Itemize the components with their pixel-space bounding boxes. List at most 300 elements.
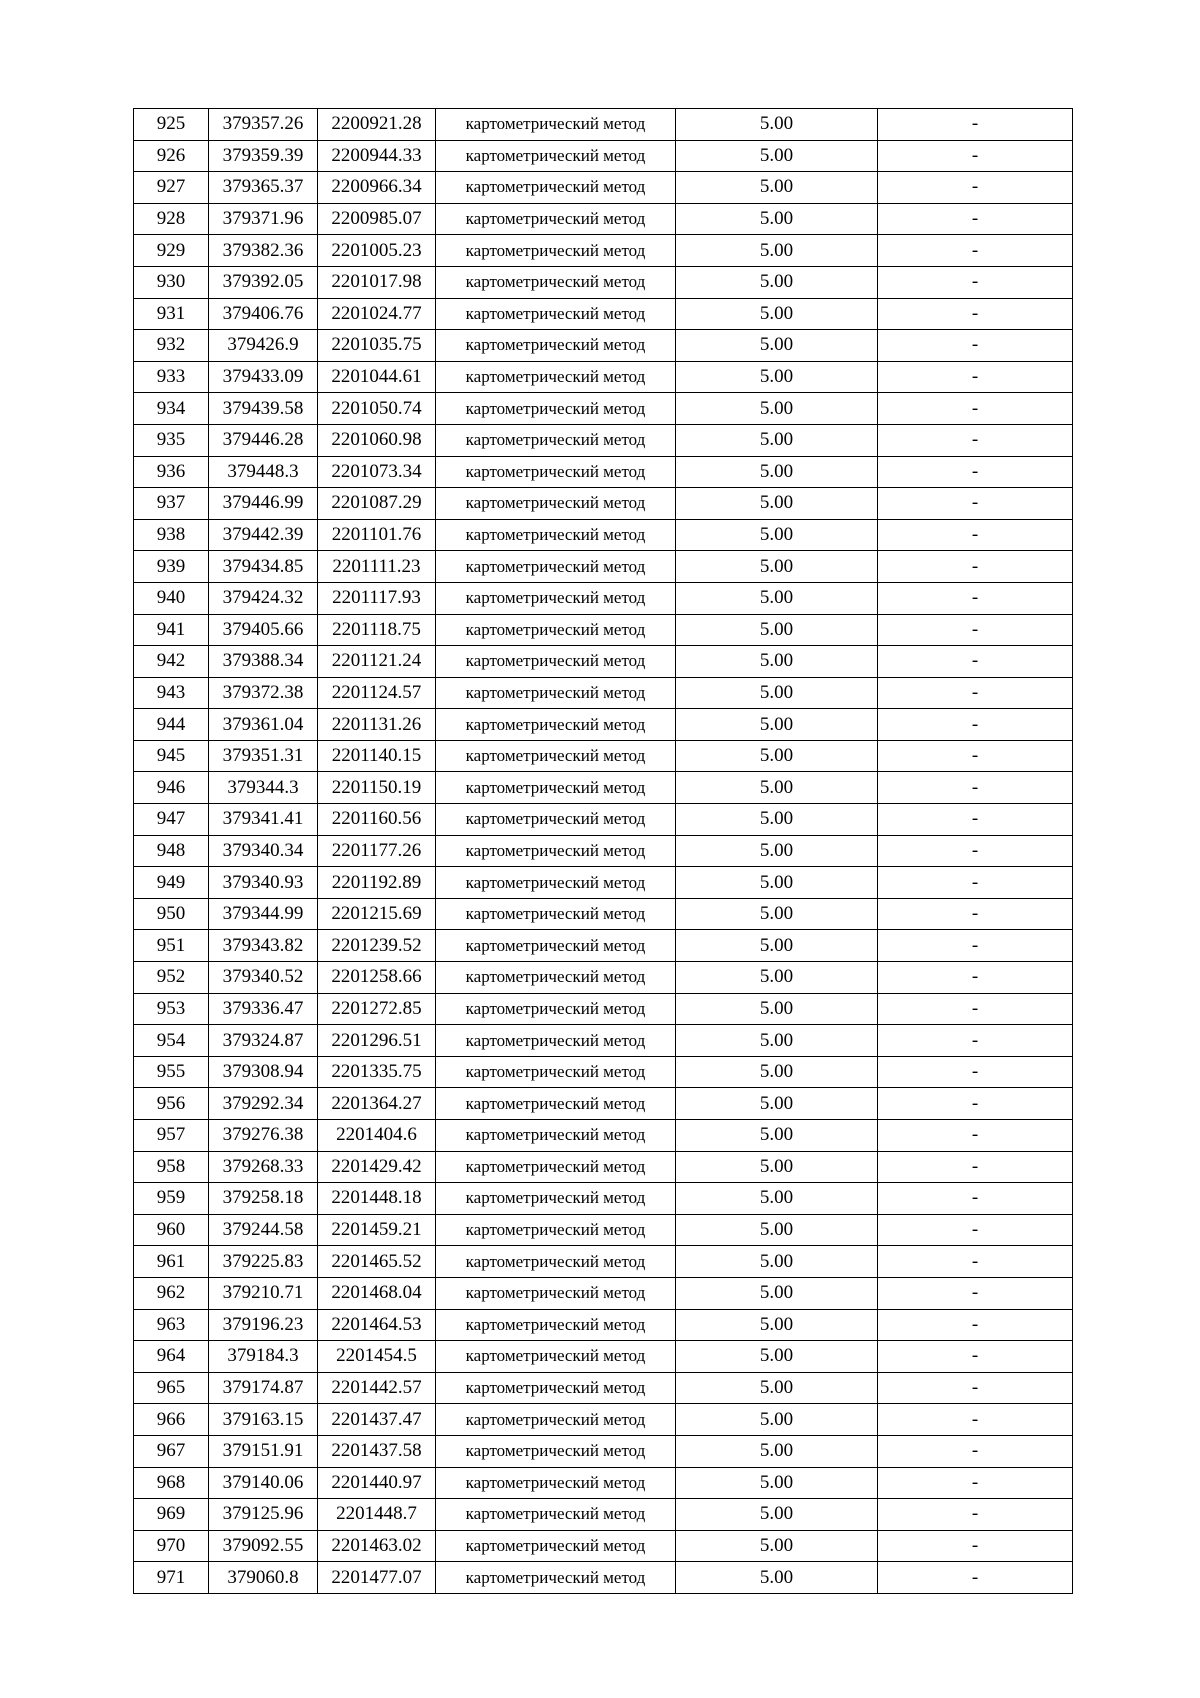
accuracy-cell: 5.00	[676, 1183, 878, 1215]
y-coordinate-cell: 2201121.24	[318, 646, 436, 678]
method-cell: картометрический метод	[436, 393, 676, 425]
x-coordinate-cell: 379405.66	[209, 614, 318, 646]
y-coordinate-cell: 2200921.28	[318, 109, 436, 141]
accuracy-cell: 5.00	[676, 1435, 878, 1467]
table-row	[134, 1404, 1073, 1436]
table-row	[134, 393, 1073, 425]
accuracy-cell: 5.00	[676, 709, 878, 741]
table-row	[134, 1309, 1073, 1341]
table-row	[134, 1530, 1073, 1562]
point-number-cell: 937	[134, 488, 209, 520]
method-cell: картометрический метод	[436, 109, 676, 141]
note-cell: -	[878, 298, 1073, 330]
point-number-cell: 966	[134, 1404, 209, 1436]
y-coordinate-cell: 2201442.57	[318, 1372, 436, 1404]
accuracy-cell: 5.00	[676, 1530, 878, 1562]
accuracy-cell: 5.00	[676, 1056, 878, 1088]
point-number-cell: 964	[134, 1341, 209, 1373]
method-cell: картометрический метод	[436, 614, 676, 646]
note-cell: -	[878, 1088, 1073, 1120]
y-coordinate-cell: 2201296.51	[318, 1025, 436, 1057]
table-row	[134, 1183, 1073, 1215]
y-coordinate-cell: 2201140.15	[318, 740, 436, 772]
y-coordinate-cell: 2201477.07	[318, 1562, 436, 1594]
table-row	[134, 203, 1073, 235]
table-row	[134, 582, 1073, 614]
note-cell: -	[878, 1277, 1073, 1309]
method-cell: картометрический метод	[436, 1341, 676, 1373]
method-cell: картометрический метод	[436, 582, 676, 614]
accuracy-cell: 5.00	[676, 361, 878, 393]
method-cell: картометрический метод	[436, 1277, 676, 1309]
accuracy-cell: 5.00	[676, 172, 878, 204]
table-row	[134, 962, 1073, 994]
y-coordinate-cell: 2201150.19	[318, 772, 436, 804]
method-cell: картометрический метод	[436, 709, 676, 741]
x-coordinate-cell: 379426.9	[209, 330, 318, 362]
x-coordinate-cell: 379225.83	[209, 1246, 318, 1278]
table-row	[134, 1120, 1073, 1152]
table-row	[134, 298, 1073, 330]
accuracy-cell: 5.00	[676, 1025, 878, 1057]
x-coordinate-cell: 379439.58	[209, 393, 318, 425]
note-cell: -	[878, 1341, 1073, 1373]
table-row	[134, 1499, 1073, 1531]
x-coordinate-cell: 379060.8	[209, 1562, 318, 1594]
note-cell: -	[878, 1530, 1073, 1562]
point-number-cell: 965	[134, 1372, 209, 1404]
table-row	[134, 1277, 1073, 1309]
x-coordinate-cell: 379434.85	[209, 551, 318, 583]
note-cell: -	[878, 772, 1073, 804]
method-cell: картометрический метод	[436, 519, 676, 551]
point-number-cell: 971	[134, 1562, 209, 1594]
accuracy-cell: 5.00	[676, 1088, 878, 1120]
table-row	[134, 1025, 1073, 1057]
table-row	[134, 898, 1073, 930]
accuracy-cell: 5.00	[676, 740, 878, 772]
method-cell: картометрический метод	[436, 772, 676, 804]
table-row	[134, 519, 1073, 551]
point-number-cell: 930	[134, 266, 209, 298]
note-cell: -	[878, 582, 1073, 614]
table-row	[134, 646, 1073, 678]
accuracy-cell: 5.00	[676, 424, 878, 456]
method-cell: картометрический метод	[436, 804, 676, 836]
y-coordinate-cell: 2201464.53	[318, 1309, 436, 1341]
point-number-cell: 933	[134, 361, 209, 393]
x-coordinate-cell: 379151.91	[209, 1435, 318, 1467]
y-coordinate-cell: 2201073.34	[318, 456, 436, 488]
table-row	[134, 772, 1073, 804]
point-number-cell: 963	[134, 1309, 209, 1341]
table-row	[134, 1372, 1073, 1404]
accuracy-cell: 5.00	[676, 1120, 878, 1152]
y-coordinate-cell: 2201468.04	[318, 1277, 436, 1309]
table-row	[134, 614, 1073, 646]
point-number-cell: 961	[134, 1246, 209, 1278]
note-cell: -	[878, 1025, 1073, 1057]
point-number-cell: 942	[134, 646, 209, 678]
method-cell: картометрический метод	[436, 646, 676, 678]
note-cell: -	[878, 1183, 1073, 1215]
method-cell: картометрический метод	[436, 1151, 676, 1183]
y-coordinate-cell: 2200985.07	[318, 203, 436, 235]
x-coordinate-cell: 379292.34	[209, 1088, 318, 1120]
point-number-cell: 946	[134, 772, 209, 804]
note-cell: -	[878, 898, 1073, 930]
accuracy-cell: 5.00	[676, 330, 878, 362]
y-coordinate-cell: 2201437.58	[318, 1435, 436, 1467]
note-cell: -	[878, 1467, 1073, 1499]
point-number-cell: 941	[134, 614, 209, 646]
x-coordinate-cell: 379276.38	[209, 1120, 318, 1152]
point-number-cell: 967	[134, 1435, 209, 1467]
y-coordinate-cell: 2201160.56	[318, 804, 436, 836]
y-coordinate-cell: 2201258.66	[318, 962, 436, 994]
method-cell: картометрический метод	[436, 140, 676, 172]
method-cell: картометрический метод	[436, 424, 676, 456]
table-row	[134, 235, 1073, 267]
note-cell: -	[878, 709, 1073, 741]
y-coordinate-cell: 2201459.21	[318, 1214, 436, 1246]
method-cell: картометрический метод	[436, 551, 676, 583]
x-coordinate-cell: 379446.99	[209, 488, 318, 520]
note-cell: -	[878, 646, 1073, 678]
note-cell: -	[878, 361, 1073, 393]
point-number-cell: 939	[134, 551, 209, 583]
note-cell: -	[878, 424, 1073, 456]
point-number-cell: 949	[134, 867, 209, 899]
method-cell: картометрический метод	[436, 172, 676, 204]
accuracy-cell: 5.00	[676, 203, 878, 235]
method-cell: картометрический метод	[436, 1088, 676, 1120]
accuracy-cell: 5.00	[676, 1562, 878, 1594]
table-row	[134, 740, 1073, 772]
method-cell: картометрический метод	[436, 330, 676, 362]
point-number-cell: 943	[134, 677, 209, 709]
table-row	[134, 677, 1073, 709]
note-cell: -	[878, 867, 1073, 899]
point-number-cell: 959	[134, 1183, 209, 1215]
method-cell: картометрический метод	[436, 203, 676, 235]
note-cell: -	[878, 962, 1073, 994]
table-row	[134, 993, 1073, 1025]
accuracy-cell: 5.00	[676, 1214, 878, 1246]
accuracy-cell: 5.00	[676, 488, 878, 520]
accuracy-cell: 5.00	[676, 614, 878, 646]
accuracy-cell: 5.00	[676, 1341, 878, 1373]
note-cell: -	[878, 1562, 1073, 1594]
note-cell: -	[878, 1151, 1073, 1183]
accuracy-cell: 5.00	[676, 930, 878, 962]
accuracy-cell: 5.00	[676, 298, 878, 330]
point-number-cell: 934	[134, 393, 209, 425]
point-number-cell: 950	[134, 898, 209, 930]
point-number-cell: 956	[134, 1088, 209, 1120]
y-coordinate-cell: 2201448.7	[318, 1499, 436, 1531]
method-cell: картометрический метод	[436, 1404, 676, 1436]
x-coordinate-cell: 379344.3	[209, 772, 318, 804]
method-cell: картометрический метод	[436, 962, 676, 994]
x-coordinate-cell: 379092.55	[209, 1530, 318, 1562]
note-cell: -	[878, 740, 1073, 772]
accuracy-cell: 5.00	[676, 266, 878, 298]
point-number-cell: 957	[134, 1120, 209, 1152]
table-row	[134, 266, 1073, 298]
method-cell: картометрический метод	[436, 1372, 676, 1404]
method-cell: картометрический метод	[436, 266, 676, 298]
accuracy-cell: 5.00	[676, 140, 878, 172]
y-coordinate-cell: 2200966.34	[318, 172, 436, 204]
method-cell: картометрический метод	[436, 361, 676, 393]
accuracy-cell: 5.00	[676, 235, 878, 267]
x-coordinate-cell: 379341.41	[209, 804, 318, 836]
note-cell: -	[878, 172, 1073, 204]
y-coordinate-cell: 2201239.52	[318, 930, 436, 962]
accuracy-cell: 5.00	[676, 835, 878, 867]
coordinates-table	[133, 108, 1073, 1594]
accuracy-cell: 5.00	[676, 1372, 878, 1404]
x-coordinate-cell: 379448.3	[209, 456, 318, 488]
method-cell: картометрический метод	[436, 298, 676, 330]
point-number-cell: 947	[134, 804, 209, 836]
y-coordinate-cell: 2201335.75	[318, 1056, 436, 1088]
table-row	[134, 930, 1073, 962]
table-row	[134, 1214, 1073, 1246]
y-coordinate-cell: 2200944.33	[318, 140, 436, 172]
table-row	[134, 551, 1073, 583]
y-coordinate-cell: 2201404.6	[318, 1120, 436, 1152]
x-coordinate-cell: 379442.39	[209, 519, 318, 551]
method-cell: картометрический метод	[436, 1214, 676, 1246]
method-cell: картометрический метод	[436, 456, 676, 488]
y-coordinate-cell: 2201044.61	[318, 361, 436, 393]
point-number-cell: 931	[134, 298, 209, 330]
y-coordinate-cell: 2201060.98	[318, 424, 436, 456]
x-coordinate-cell: 379196.23	[209, 1309, 318, 1341]
note-cell: -	[878, 1056, 1073, 1088]
x-coordinate-cell: 379340.52	[209, 962, 318, 994]
note-cell: -	[878, 1246, 1073, 1278]
method-cell: картометрический метод	[436, 1562, 676, 1594]
note-cell: -	[878, 1309, 1073, 1341]
x-coordinate-cell: 379344.99	[209, 898, 318, 930]
table-row	[134, 361, 1073, 393]
method-cell: картометрический метод	[436, 235, 676, 267]
accuracy-cell: 5.00	[676, 1467, 878, 1499]
point-number-cell: 936	[134, 456, 209, 488]
method-cell: картометрический метод	[436, 1120, 676, 1152]
table-row	[134, 456, 1073, 488]
accuracy-cell: 5.00	[676, 1246, 878, 1278]
method-cell: картометрический метод	[436, 1246, 676, 1278]
point-number-cell: 935	[134, 424, 209, 456]
x-coordinate-cell: 379184.3	[209, 1341, 318, 1373]
accuracy-cell: 5.00	[676, 1404, 878, 1436]
table-row	[134, 1056, 1073, 1088]
method-cell: картометрический метод	[436, 1025, 676, 1057]
point-number-cell: 969	[134, 1499, 209, 1531]
method-cell: картометрический метод	[436, 930, 676, 962]
note-cell: -	[878, 235, 1073, 267]
y-coordinate-cell: 2201017.98	[318, 266, 436, 298]
table-row	[134, 1088, 1073, 1120]
method-cell: картометрический метод	[436, 1435, 676, 1467]
table-row	[134, 1151, 1073, 1183]
note-cell: -	[878, 930, 1073, 962]
note-cell: -	[878, 1214, 1073, 1246]
point-number-cell: 940	[134, 582, 209, 614]
point-number-cell: 960	[134, 1214, 209, 1246]
y-coordinate-cell: 2201272.85	[318, 993, 436, 1025]
table-row	[134, 835, 1073, 867]
table-row	[134, 488, 1073, 520]
table-row	[134, 109, 1073, 141]
point-number-cell: 955	[134, 1056, 209, 1088]
method-cell: картометрический метод	[436, 867, 676, 899]
x-coordinate-cell: 379163.15	[209, 1404, 318, 1436]
note-cell: -	[878, 488, 1073, 520]
x-coordinate-cell: 379308.94	[209, 1056, 318, 1088]
note-cell: -	[878, 614, 1073, 646]
table-row	[134, 330, 1073, 362]
accuracy-cell: 5.00	[676, 677, 878, 709]
point-number-cell: 929	[134, 235, 209, 267]
x-coordinate-cell: 379424.32	[209, 582, 318, 614]
note-cell: -	[878, 1120, 1073, 1152]
x-coordinate-cell: 379371.96	[209, 203, 318, 235]
method-cell: картометрический метод	[436, 1309, 676, 1341]
point-number-cell: 958	[134, 1151, 209, 1183]
note-cell: -	[878, 266, 1073, 298]
table-row	[134, 1435, 1073, 1467]
method-cell: картометрический метод	[436, 1499, 676, 1531]
accuracy-cell: 5.00	[676, 393, 878, 425]
point-number-cell: 927	[134, 172, 209, 204]
x-coordinate-cell: 379258.18	[209, 1183, 318, 1215]
coordinates-table-body	[134, 109, 1073, 1594]
table-row	[134, 709, 1073, 741]
method-cell: картометрический метод	[436, 1056, 676, 1088]
x-coordinate-cell: 379343.82	[209, 930, 318, 962]
x-coordinate-cell: 379359.39	[209, 140, 318, 172]
point-number-cell: 925	[134, 109, 209, 141]
point-number-cell: 952	[134, 962, 209, 994]
note-cell: -	[878, 109, 1073, 141]
x-coordinate-cell: 379357.26	[209, 109, 318, 141]
x-coordinate-cell: 379336.47	[209, 993, 318, 1025]
table-row	[134, 867, 1073, 899]
y-coordinate-cell: 2201124.57	[318, 677, 436, 709]
x-coordinate-cell: 379324.87	[209, 1025, 318, 1057]
point-number-cell: 962	[134, 1277, 209, 1309]
note-cell: -	[878, 519, 1073, 551]
accuracy-cell: 5.00	[676, 898, 878, 930]
method-cell: картометрический метод	[436, 740, 676, 772]
point-number-cell: 948	[134, 835, 209, 867]
method-cell: картометрический метод	[436, 993, 676, 1025]
note-cell: -	[878, 551, 1073, 583]
y-coordinate-cell: 2201050.74	[318, 393, 436, 425]
note-cell: -	[878, 1435, 1073, 1467]
note-cell: -	[878, 1404, 1073, 1436]
note-cell: -	[878, 393, 1073, 425]
accuracy-cell: 5.00	[676, 1309, 878, 1341]
note-cell: -	[878, 456, 1073, 488]
accuracy-cell: 5.00	[676, 1277, 878, 1309]
x-coordinate-cell: 379125.96	[209, 1499, 318, 1531]
accuracy-cell: 5.00	[676, 519, 878, 551]
accuracy-cell: 5.00	[676, 993, 878, 1025]
method-cell: картометрический метод	[436, 677, 676, 709]
y-coordinate-cell: 2201454.5	[318, 1341, 436, 1373]
x-coordinate-cell: 379406.76	[209, 298, 318, 330]
accuracy-cell: 5.00	[676, 1499, 878, 1531]
method-cell: картометрический метод	[436, 488, 676, 520]
x-coordinate-cell: 379446.28	[209, 424, 318, 456]
accuracy-cell: 5.00	[676, 646, 878, 678]
point-number-cell: 968	[134, 1467, 209, 1499]
method-cell: картометрический метод	[436, 1183, 676, 1215]
x-coordinate-cell: 379268.33	[209, 1151, 318, 1183]
y-coordinate-cell: 2201192.89	[318, 867, 436, 899]
method-cell: картометрический метод	[436, 898, 676, 930]
y-coordinate-cell: 2201024.77	[318, 298, 436, 330]
point-number-cell: 932	[134, 330, 209, 362]
y-coordinate-cell: 2201215.69	[318, 898, 436, 930]
accuracy-cell: 5.00	[676, 582, 878, 614]
x-coordinate-cell: 379372.38	[209, 677, 318, 709]
accuracy-cell: 5.00	[676, 804, 878, 836]
note-cell: -	[878, 804, 1073, 836]
method-cell: картометрический метод	[436, 835, 676, 867]
x-coordinate-cell: 379433.09	[209, 361, 318, 393]
y-coordinate-cell: 2201177.26	[318, 835, 436, 867]
accuracy-cell: 5.00	[676, 772, 878, 804]
y-coordinate-cell: 2201437.47	[318, 1404, 436, 1436]
x-coordinate-cell: 379365.37	[209, 172, 318, 204]
accuracy-cell: 5.00	[676, 962, 878, 994]
table-row	[134, 804, 1073, 836]
point-number-cell: 951	[134, 930, 209, 962]
y-coordinate-cell: 2201101.76	[318, 519, 436, 551]
table-row	[134, 172, 1073, 204]
table-row	[134, 1246, 1073, 1278]
method-cell: картометрический метод	[436, 1467, 676, 1499]
table-row	[134, 140, 1073, 172]
point-number-cell: 970	[134, 1530, 209, 1562]
note-cell: -	[878, 993, 1073, 1025]
y-coordinate-cell: 2201111.23	[318, 551, 436, 583]
note-cell: -	[878, 1372, 1073, 1404]
point-number-cell: 944	[134, 709, 209, 741]
y-coordinate-cell: 2201131.26	[318, 709, 436, 741]
table-row	[134, 1341, 1073, 1373]
x-coordinate-cell: 379340.34	[209, 835, 318, 867]
y-coordinate-cell: 2201448.18	[318, 1183, 436, 1215]
x-coordinate-cell: 379361.04	[209, 709, 318, 741]
point-number-cell: 926	[134, 140, 209, 172]
method-cell: картометрический метод	[436, 1530, 676, 1562]
note-cell: -	[878, 140, 1073, 172]
x-coordinate-cell: 379382.36	[209, 235, 318, 267]
y-coordinate-cell: 2201463.02	[318, 1530, 436, 1562]
x-coordinate-cell: 379388.34	[209, 646, 318, 678]
x-coordinate-cell: 379392.05	[209, 266, 318, 298]
note-cell: -	[878, 835, 1073, 867]
note-cell: -	[878, 677, 1073, 709]
